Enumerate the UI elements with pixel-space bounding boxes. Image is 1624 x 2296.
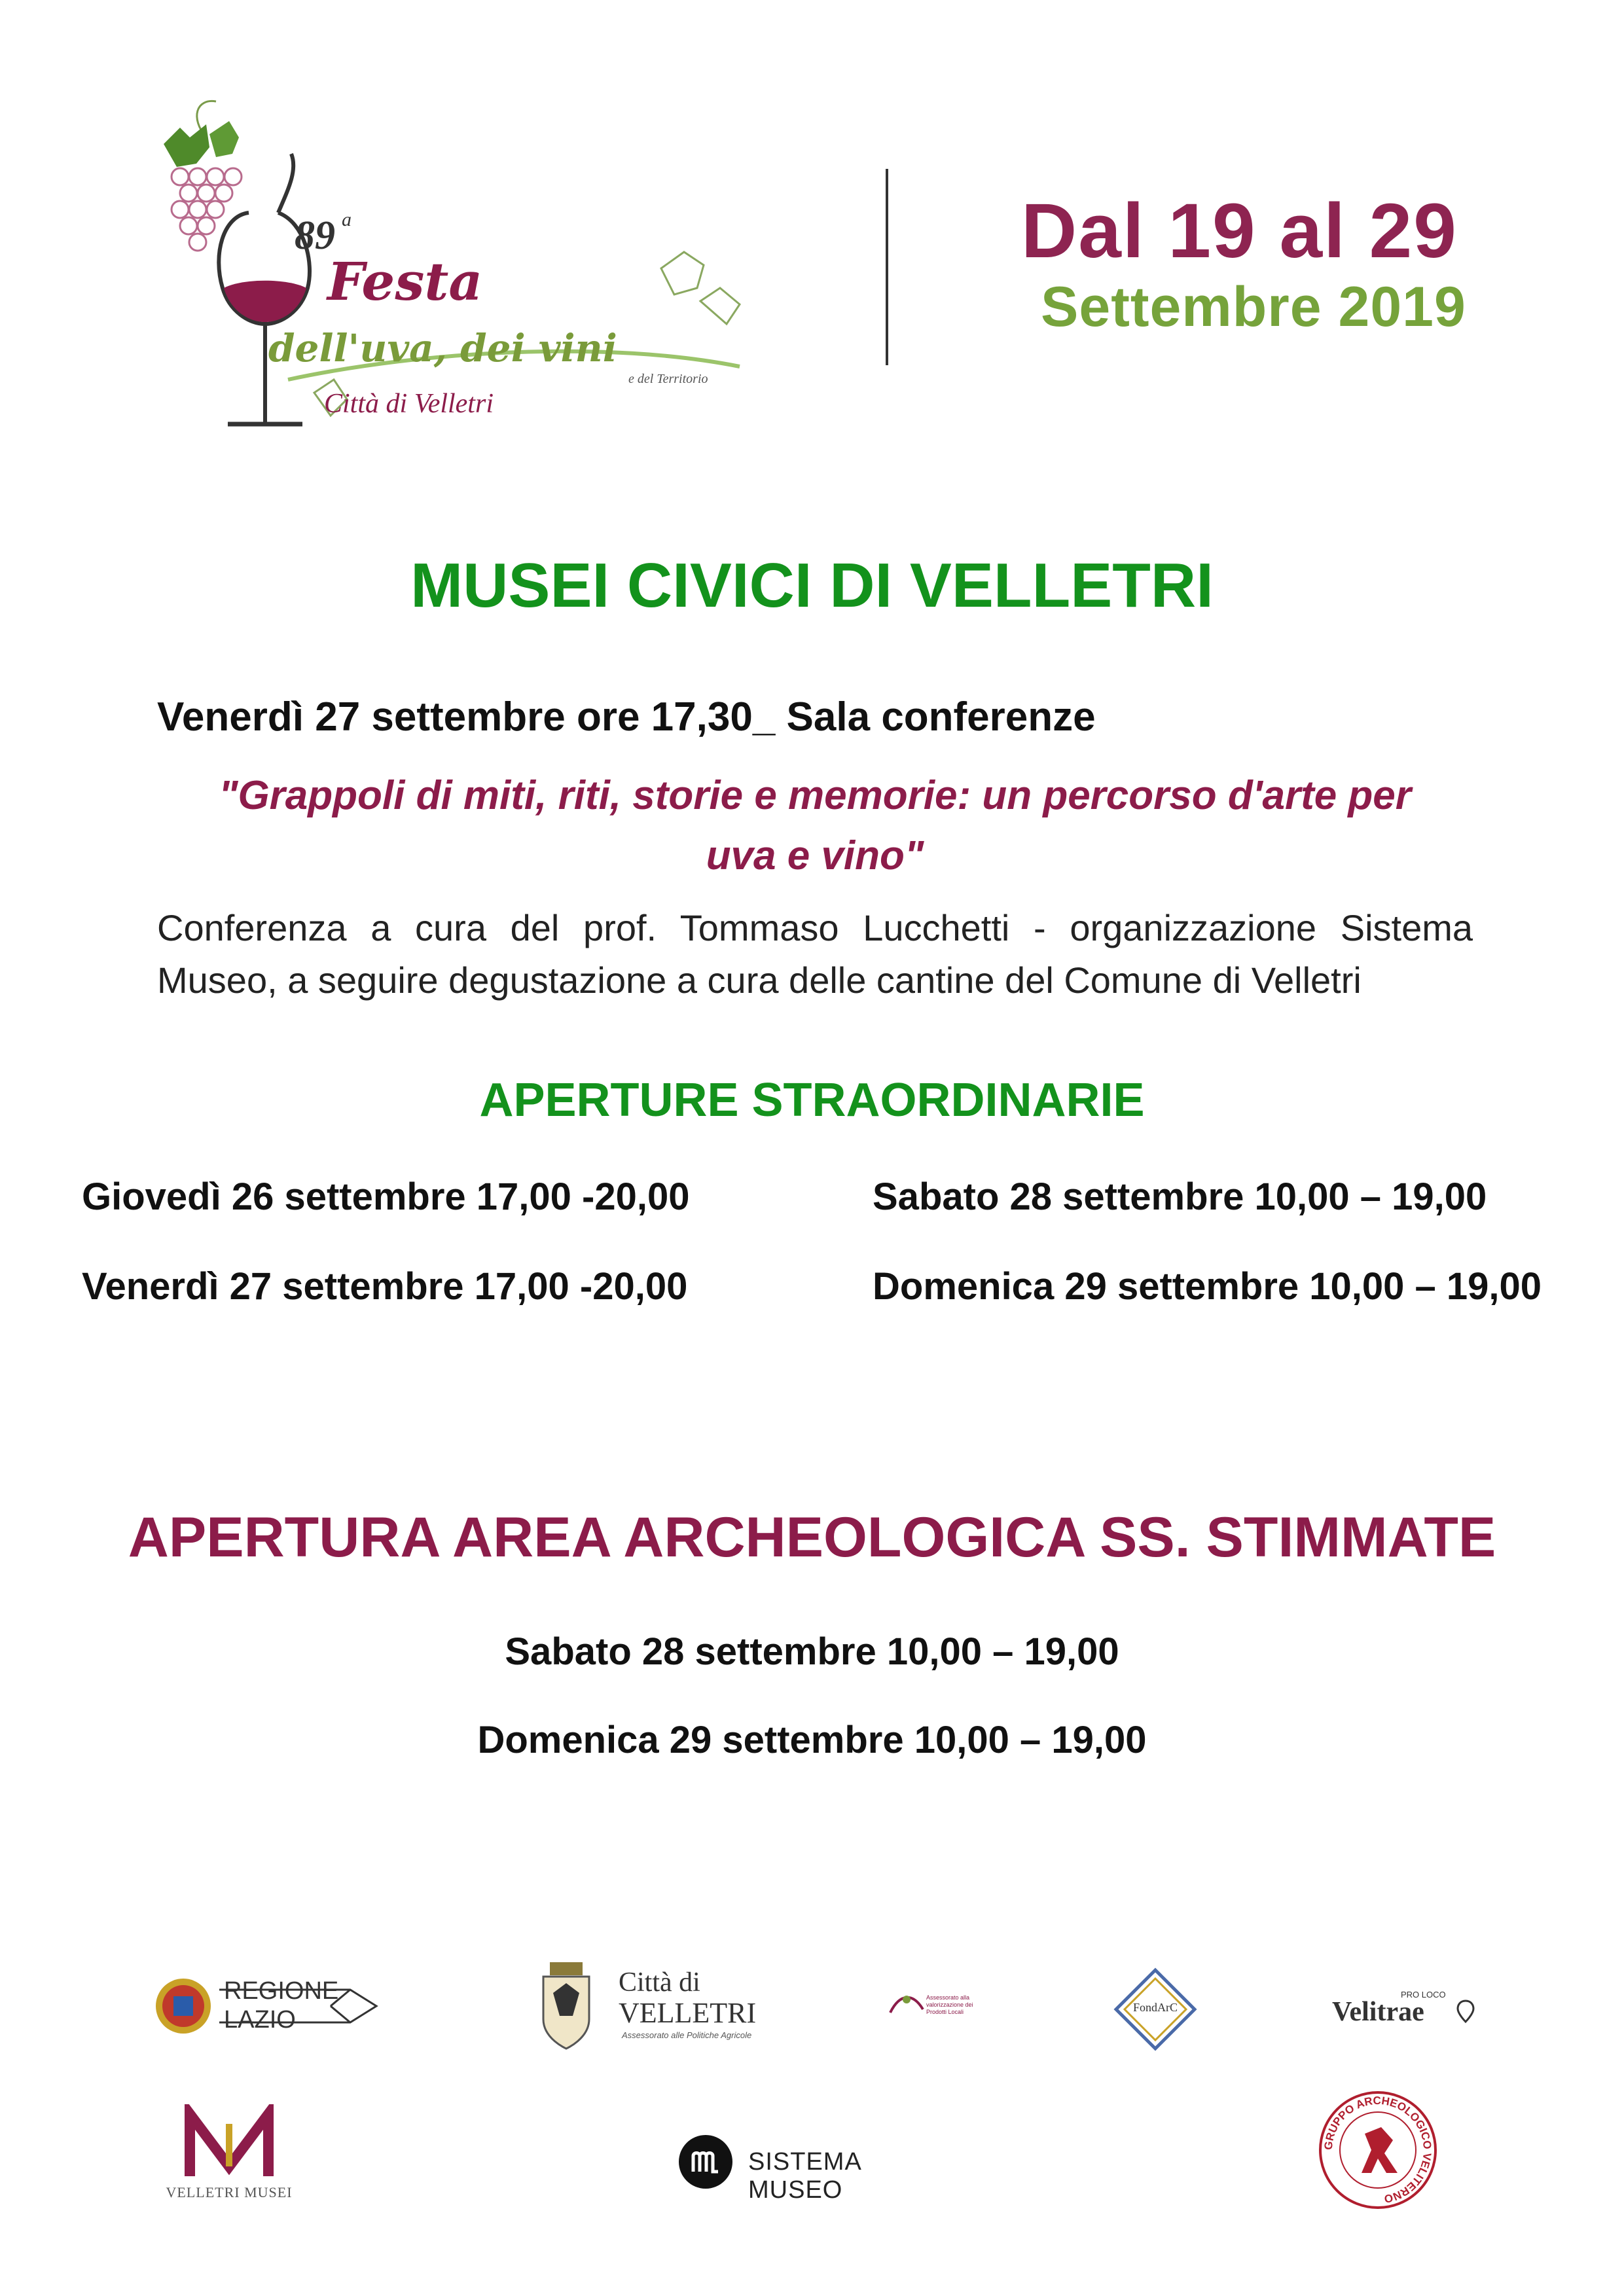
fondarc-label: FondArC	[1132, 2001, 1178, 2014]
location-pin-icon	[1456, 2000, 1475, 2023]
festa-city: Città di Velletri	[324, 389, 494, 419]
velletri-label: VELLETRI	[619, 1997, 757, 2029]
aperture-title: APERTURE STRAORDINARIE	[479, 1074, 1145, 1126]
festa-sub-territorio: e del Territorio	[628, 372, 708, 386]
edition-number: 89	[295, 213, 335, 258]
festa-subtitle: dell'uva, dei vini	[268, 326, 617, 370]
grape-cluster-icon	[171, 168, 242, 251]
regione-label: REGIONE	[224, 1977, 339, 2005]
proloco-label: PRO LOCO	[1401, 1990, 1446, 2000]
citta-velletri-logo	[533, 1957, 782, 2062]
dates-range: Dal 19 al 29	[1021, 188, 1458, 274]
regione-lazio-logo	[154, 1970, 396, 2042]
conference-title-line2: uva e vino"	[706, 833, 924, 878]
sistema-museo-label: SISTEMA MUSEO	[748, 2148, 861, 2204]
dates-month-year: Settembre 2019	[1041, 276, 1466, 338]
conference-description	[157, 902, 1473, 1007]
sistema-museo-logo	[677, 2134, 952, 2204]
festa-logo	[151, 92, 759, 432]
conference-title	[157, 766, 1473, 886]
grape-leaf-icon	[164, 121, 239, 167]
gruppo-archeologico-seal-icon	[1316, 2088, 1440, 2212]
description-line1: Conferenza a cura del prof. Tommaso Lucchetti - organizzazione Sistema	[157, 907, 1473, 948]
velletri-crest-icon	[533, 1957, 599, 2055]
lazio-label: LAZIO	[224, 2006, 296, 2034]
velletri-musei-label: VELLETRI MUSEI	[166, 2184, 293, 2200]
schedule-item: Domenica 29 settembre 10,00 – 19,00	[873, 1265, 1542, 1308]
festa-title: Festa	[327, 251, 483, 312]
area-schedule-item: Sabato 28 settembre 10,00 – 19,00	[505, 1630, 1119, 1673]
assessorato-logo	[887, 1986, 992, 2032]
citta-sub-label: Assessorato alle Politiche Agricole	[622, 2030, 752, 2040]
gruppo-archeologico-logo	[1316, 2088, 1440, 2212]
velletri-musei-m-icon	[157, 2104, 301, 2183]
grape-mark-icon	[887, 1986, 926, 2019]
area-title: APERTURA AREA ARCHEOLOGICA SS. STIMMATE	[128, 1506, 1496, 1569]
citta-di-label: Città di	[619, 1967, 700, 1998]
sistema-museo-icon	[677, 2134, 734, 2190]
edition-suffix: a	[342, 209, 352, 230]
page-title: MUSEI CIVICI DI VELLETRI	[410, 550, 1214, 620]
schedule-item: Venerdì 27 settembre 17,00 -20,00	[82, 1265, 688, 1308]
area-schedule-item: Domenica 29 settembre 10,00 – 19,00	[477, 1719, 1147, 1761]
velitrae-proloco-logo	[1332, 1990, 1483, 2036]
festa-logo-graphic	[151, 92, 759, 432]
conference-title-line1: "Grappoli di miti, riti, storie e memorie: un percorso d'arte per	[219, 773, 1411, 818]
schedule-item: Sabato 28 settembre 10,00 – 19,00	[873, 1175, 1487, 1218]
description-line2: Museo, a seguire degustazione a cura delle cantine del Comune di Velletri	[157, 960, 1362, 1001]
event-datetime: Venerdì 27 settembre ore 17,30_ Sala conferenze	[157, 694, 1096, 740]
gruppo-label: GRUPPO ARCHEOLOGICO VELITERNO	[1322, 2094, 1434, 2206]
velitrae-label: Velitrae	[1332, 1997, 1424, 2027]
fondarc-logo	[1113, 1967, 1198, 2052]
assessorato-label: Assessorato alla valorizzazione dei Prodotti Locali	[926, 1994, 973, 2015]
velletri-musei-logo	[157, 2104, 301, 2209]
header-divider	[886, 169, 888, 365]
schedule-item: Giovedì 26 settembre 17,00 -20,00	[82, 1175, 690, 1218]
